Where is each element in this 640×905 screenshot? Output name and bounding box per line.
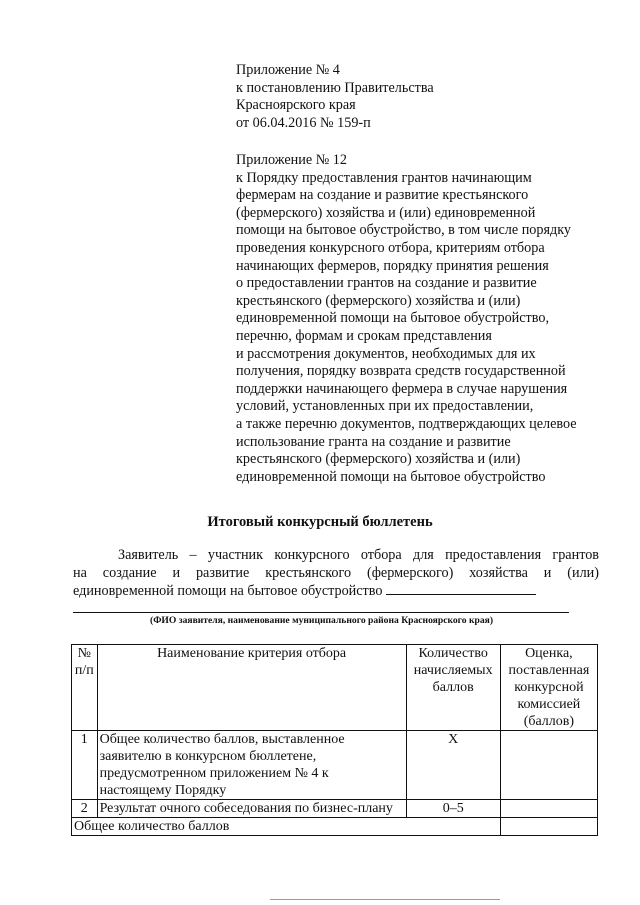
criteria-table <box>71 644 598 836</box>
header-line: начинающих фермеров, порядку принятия решения <box>236 257 549 274</box>
header-line: к постановлению Правительства <box>236 79 434 96</box>
total-score-cell[interactable] <box>500 818 597 836</box>
applicant-field-caption: (ФИО заявителя, наименование муниципального района Красноярского края) <box>150 615 494 626</box>
applicant-name-field[interactable] <box>386 582 536 595</box>
row-num: 1 <box>72 731 98 800</box>
table-row <box>72 800 598 818</box>
header-line: Приложение № 12 <box>236 152 347 168</box>
header-line: условий, установленных при их предоставлении, <box>236 398 534 415</box>
appendix-4-header <box>236 62 606 132</box>
row-num: 2 <box>72 800 98 818</box>
document-title: Итоговый конкурсный бюллетень <box>207 514 433 530</box>
header-line: а также перечню документов, подтверждающих целевое <box>236 415 577 432</box>
total-label: Общее количество баллов <box>72 818 501 836</box>
row-criterion: Общее количество баллов, выставленное заявителю в конкурсном бюллетене, предусмотренном приложением № 4 к настоящему Порядку <box>97 731 406 800</box>
row-points: 0–5 <box>406 800 500 818</box>
table-header-row <box>72 645 598 731</box>
header-score: Оценка, поставленная конкурсной комиссией (баллов) <box>500 645 597 731</box>
paragraph-text: единовременной помощи на бытовое обустройство <box>73 583 383 599</box>
header-line: единовременной помощи на бытовое обустройство <box>236 468 546 485</box>
applicant-paragraph <box>73 546 599 600</box>
header-line: и рассмотрения документов, необходимых для их <box>236 345 536 362</box>
table-row <box>72 731 598 800</box>
appendix-12-header <box>236 152 606 486</box>
row-score-cell[interactable] <box>500 731 597 800</box>
header-line: проведения конкурсного отбора, критериям отбора <box>236 239 545 256</box>
header-line: помощи на бытовое обустройство, в том числе порядку <box>236 222 572 239</box>
row-points: Х <box>406 731 500 800</box>
header-line: от 06.04.2016 № 159-п <box>236 114 371 131</box>
header-line: крестьянского (фермерского) хозяйства и (или) <box>236 292 521 309</box>
row-score-cell[interactable] <box>500 800 597 818</box>
page-edge-line <box>270 899 500 900</box>
header-line: Приложение № 4 <box>236 62 340 78</box>
table-total-row <box>72 818 598 836</box>
header-line: (фермерского) хозяйства и (или) единовременной <box>236 204 536 221</box>
header-line: поддержки начинающего фермера в случае нарушения <box>236 380 568 397</box>
header-line: использование гранта на создание и развитие <box>236 433 511 450</box>
header-line: фермерам на создание и развитие крестьянского <box>236 187 529 204</box>
header-line: единовременной помощи на бытовое обустройство, <box>236 310 550 327</box>
paragraph-line-with-field <box>73 582 599 600</box>
header-line: крестьянского (фермерского) хозяйства и (или) <box>236 451 521 468</box>
header-line: к Порядку предоставления грантов начинающим <box>236 169 532 186</box>
header-points: Количество начисляемых баллов <box>406 645 500 731</box>
header-line: о предоставлении грантов на создание и развитие <box>236 275 537 292</box>
paragraph-line: Заявитель – участник конкурсного отбора для предоставления грантов <box>118 547 599 563</box>
header-line: получения, порядку возврата средств государственной <box>236 363 566 380</box>
applicant-name-line[interactable] <box>73 612 569 613</box>
paragraph-line: на создание и развитие крестьянского (фермерского) хозяйства и (или) <box>73 565 599 581</box>
header-line: перечню, формам и срокам представления <box>236 327 492 344</box>
header-name: Наименование критерия отбора <box>97 645 406 731</box>
row-criterion: Результат очного собеседования по бизнес-плану <box>97 800 406 818</box>
header-num: № п/п <box>72 645 98 731</box>
header-line: Красноярского края <box>236 97 356 114</box>
